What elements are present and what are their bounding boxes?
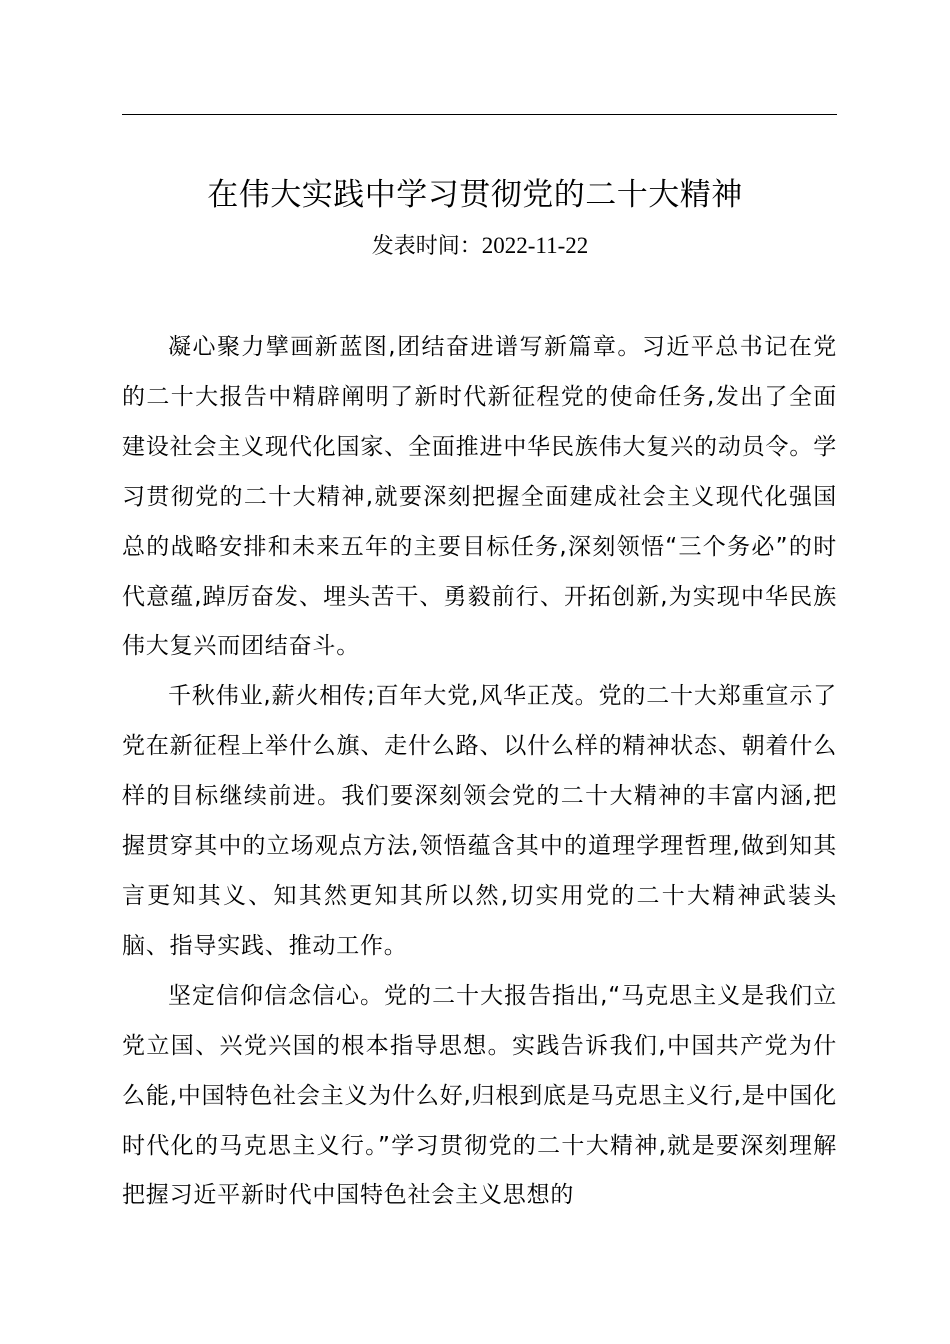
publish-date <box>0 226 950 267</box>
publish-date-label: 发表时间： <box>371 234 482 259</box>
paragraph: 凝心聚力擘画新蓝图,团结奋进谱写新篇章。习近平总书记在党的二十大报告中精辟阐明了新时代新征程党的使命任务,发出了全面建设社会主义现代化国家、全面推进中华民族伟大复兴的动员令。学习贯彻党的二十大精神,就要深刻把握全面建成社会主义现代化强国总的战略安排和未来五年的主要目标任务,深刻领悟“三个务必”的时代意蕴,踔厉奋发、埋头苦干、勇毅前行、开拓创新,为实现中华民族伟大复兴而团结奋斗。 <box>122 334 837 660</box>
paragraph: 千秋伟业,薪火相传;百年大党,风华正茂。党的二十大郑重宣示了党在新征程上举什么旗、走什么路、以什么样的精神状态、朝着什么样的目标继续前进。我们要深刻领会党的二十大精神的丰富内涵,把握贯穿其中的立场观点方法,领悟蕴含其中的道理学理哲理,做到知其言更知其义、知其然更知其所以然,切实用党的二十大精神武装头脑、指导实践、推动工作。 <box>122 683 837 959</box>
header-rule <box>122 114 837 115</box>
article-body <box>122 323 837 1221</box>
publish-date-value: 2022-11-22 <box>481 233 589 258</box>
article-title: 在伟大实践中学习贯彻党的二十大精神 <box>207 177 743 213</box>
paragraph: 坚定信仰信念信心。党的二十大报告指出,“马克思主义是我们立党立国、兴党兴国的根本指导思想。实践告诉我们,中国共产党为什么能,中国特色社会主义为什么好,归根到底是马克思主义行,是中国化时代化的马克思主义行。”学习贯彻党的二十大精神,就是要深刻理解把握习近平新时代中国特色社会主义思想的 <box>122 982 837 1209</box>
